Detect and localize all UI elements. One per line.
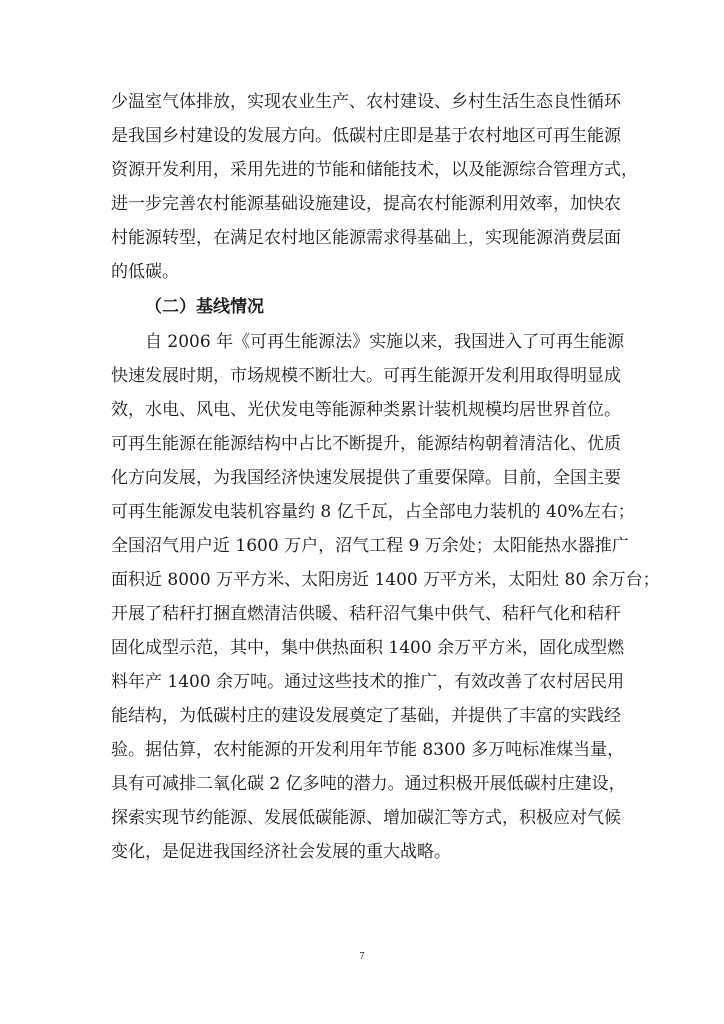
paragraph-2-line: 能结构，为低碳村庄的建设发展奠定了基础，并提供了丰富的实践经 [111,706,621,726]
body-text [111,0,660,900]
paragraph-2-line: 可再生能源发电装机容量约 8 亿千瓦，占全部电力装机的 40%左右； [111,502,635,522]
paragraph-1-line: 进一步完善农村能源基础设施建设，提高农村能源利用效率，加快农 [111,194,621,214]
paragraph-2-line: 具有可减排二氧化碳 2 亿多吨的潜力。通过积极开展低碳村庄建设， [111,774,626,794]
paragraph-2-line: 料年产 1400 余万吨。通过这些技术的推广，有效改善了农村居民用 [111,672,625,692]
paragraph-2-line: 化方向发展，为我国经济快速发展提供了重要保障。目前，全国主要 [111,468,621,488]
paragraph-2-line: 自 2006 年《可再生能源法》实施以来，我国进入了可再生能源 [145,332,625,352]
paragraph-2-line: 面积近 8000 万平方米、太阳房近 1400 万平方米，太阳灶 80 余万台； [111,570,660,590]
paragraph-2-line: 变化，是促进我国经济社会发展的重大战略。 [111,842,451,862]
paragraph-2-line: 验。据估算，农村能源的开发利用年节能 8300 多万吨标准煤当量， [111,740,625,760]
paragraph-1-line: 是我国乡村建设的发展方向。低碳村庄即是基于农村地区可再生能源 [111,126,621,146]
paragraph-1-line: 少温室气体排放，实现农业生产、农村建设、乡村生活生态良性循环 [111,92,621,112]
paragraph-1-line: 的低碳。 [111,262,179,282]
paragraph-2-line: 可再生能源在能源结构中占比不断提升，能源结构朝着清洁化、优质 [111,434,621,454]
paragraph-2-line: 全国沼气用户近 1600 万户，沼气工程 9 万余处；太阳能热水器推广 [111,536,629,556]
paragraph-2-line: 探索实现节约能源、发展低碳能源、增加碳汇等方式，积极应对气候 [111,808,621,828]
paragraph-1-line: 资源开发利用，采用先进的节能和储能技术，以及能源综合管理方式， [111,160,638,180]
section-heading: （二）基线情况 [145,297,264,317]
page-number: 7 [359,951,365,962]
paragraph-1-line: 村能源转型，在满足农村地区能源需求得基础上，实现能源消费层面 [111,228,621,248]
paragraph-2-line: 效，水电、风电、光伏发电等能源种类累计装机规模均居世界首位。 [111,400,621,420]
paragraph-2-line: 固化成型示范，其中，集中供热面积 1400 余万平方米，固化成型燃 [111,638,625,658]
paragraph-2-line: 快速发展时期，市场规模不断壮大。可再生能源开发利用取得明显成 [111,366,621,386]
paragraph-2-line: 开展了秸秆打捆直燃清洁供暖、秸秆沼气集中供气、秸秆气化和秸秆 [111,604,621,624]
